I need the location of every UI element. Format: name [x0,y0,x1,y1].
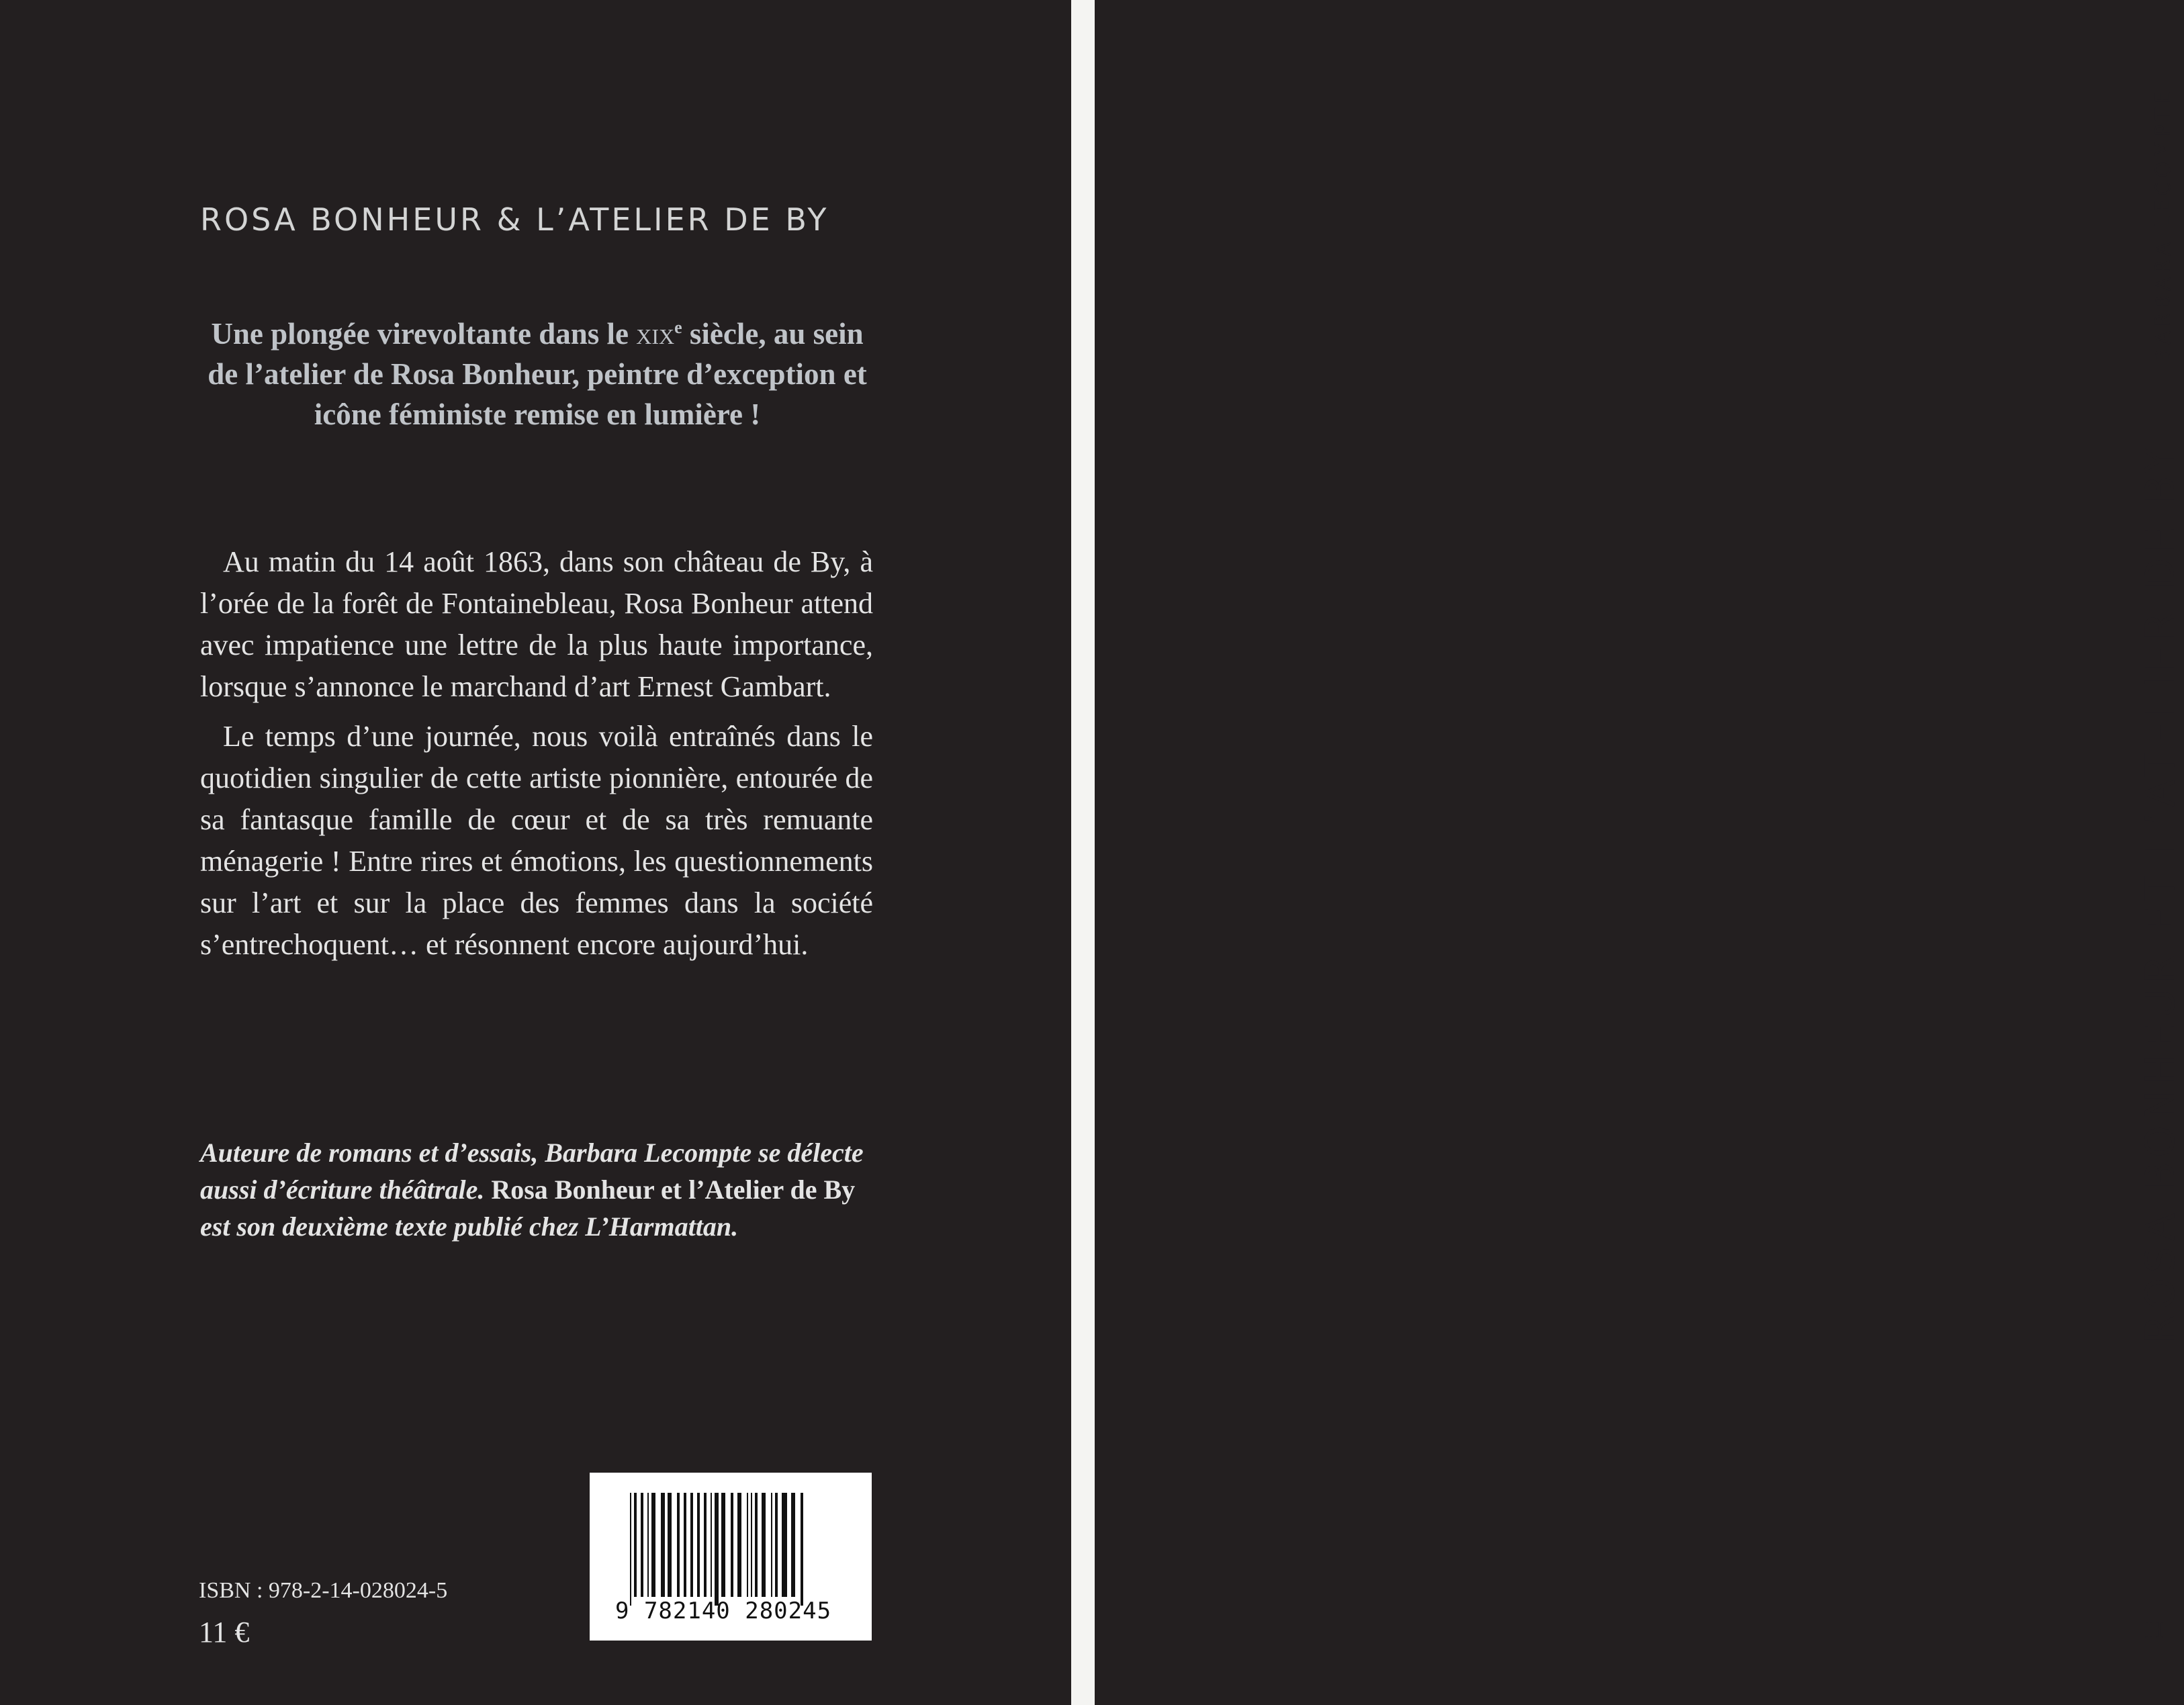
back-cover [0,0,1071,1705]
barcode-bar [634,1493,637,1597]
barcode-bar [630,1493,631,1606]
barcode-bar [704,1493,707,1597]
barcode-bar [697,1493,700,1597]
barcode-bar [775,1493,778,1597]
price: 11 € [199,1616,250,1649]
author-bio [200,1134,873,1245]
bio-italic-1: Auteure de romans et d’essais, Barbara Lecompte se délecte aussi d’écriture théâtrale. [200,1138,864,1205]
isbn: ISBN : 978-2-14-028024-5 [199,1578,448,1603]
barcode-bar [731,1493,733,1597]
spine [1071,0,2184,1705]
barcode-bar [747,1493,748,1597]
synopsis-paragraph: Le temps d’une journée, nous voilà entraînés dans le quotidien singulier de cette artiste pionnière, entourée de sa fantasque famille de cœur et de sa très remuante ménagerie ! Entre rires et émotions, les questionnements sur l’art et sur la place des femmes dans la société s’entrechoquent… et résonnent encore aujourd’hui. [200,720,873,961]
synopsis [200,541,873,974]
barcode-bar [715,1493,719,1606]
barcode-bar [690,1493,693,1597]
barcode [590,1473,872,1641]
tagline [201,308,873,434]
spine-title: ROSA BONHEUR ET L’ATELIER DE BY [2137,443,2184,1343]
barcode-bar [751,1493,752,1597]
bio-book-title: Rosa Bonheur et l’Atelier de By [484,1174,856,1205]
barcode-bar [711,1493,712,1597]
book-title: ROSA BONHEUR & L’ATELIER DE BY [200,201,829,238]
barcode-digits: 9 782140 280245 [615,1598,832,1624]
barcode-bar [677,1493,680,1597]
tagline-part1: Une plongée virevoltante dans le [211,317,637,351]
barcode-bar [737,1493,741,1597]
barcode-bar [721,1493,725,1597]
synopsis-paragraph: Au matin du 14 août 1863, dans son château de By, à l’orée de la forêt de Fontainebleau, Rosa Bonheur attend avec impatience une lettre de la plus haute importance, lorsque s’annonce le marchand d’art Ernest Gambart. [200,545,873,703]
publisher-logo: H [2144,1617,2165,1644]
tagline-century: xix [636,317,675,351]
tagline-century-sup: e [674,318,682,337]
barcode-bar [771,1493,772,1597]
bio-italic-2: est son deuxième texte publié chez L’Harmattan. [200,1211,739,1242]
barcode-bar [791,1493,795,1597]
barcode-bar [661,1493,665,1597]
barcode-bar [801,1493,803,1606]
barcode-bar [684,1493,686,1597]
barcode-bar [755,1493,758,1597]
spine-author: BARBARA LECOMPTE [2152,87,2175,363]
barcode-bar [647,1493,649,1597]
barcode-bar [651,1493,655,1597]
tagline-part2: siècle, au sein de l’atelier de Rosa Bonheur, peintre d’exception et icône féministe remise en lumière ! [208,317,867,431]
barcode-bar [782,1493,787,1597]
barcode-bar [668,1493,672,1597]
barcode-bar [762,1493,766,1597]
barcode-bar [641,1493,643,1597]
